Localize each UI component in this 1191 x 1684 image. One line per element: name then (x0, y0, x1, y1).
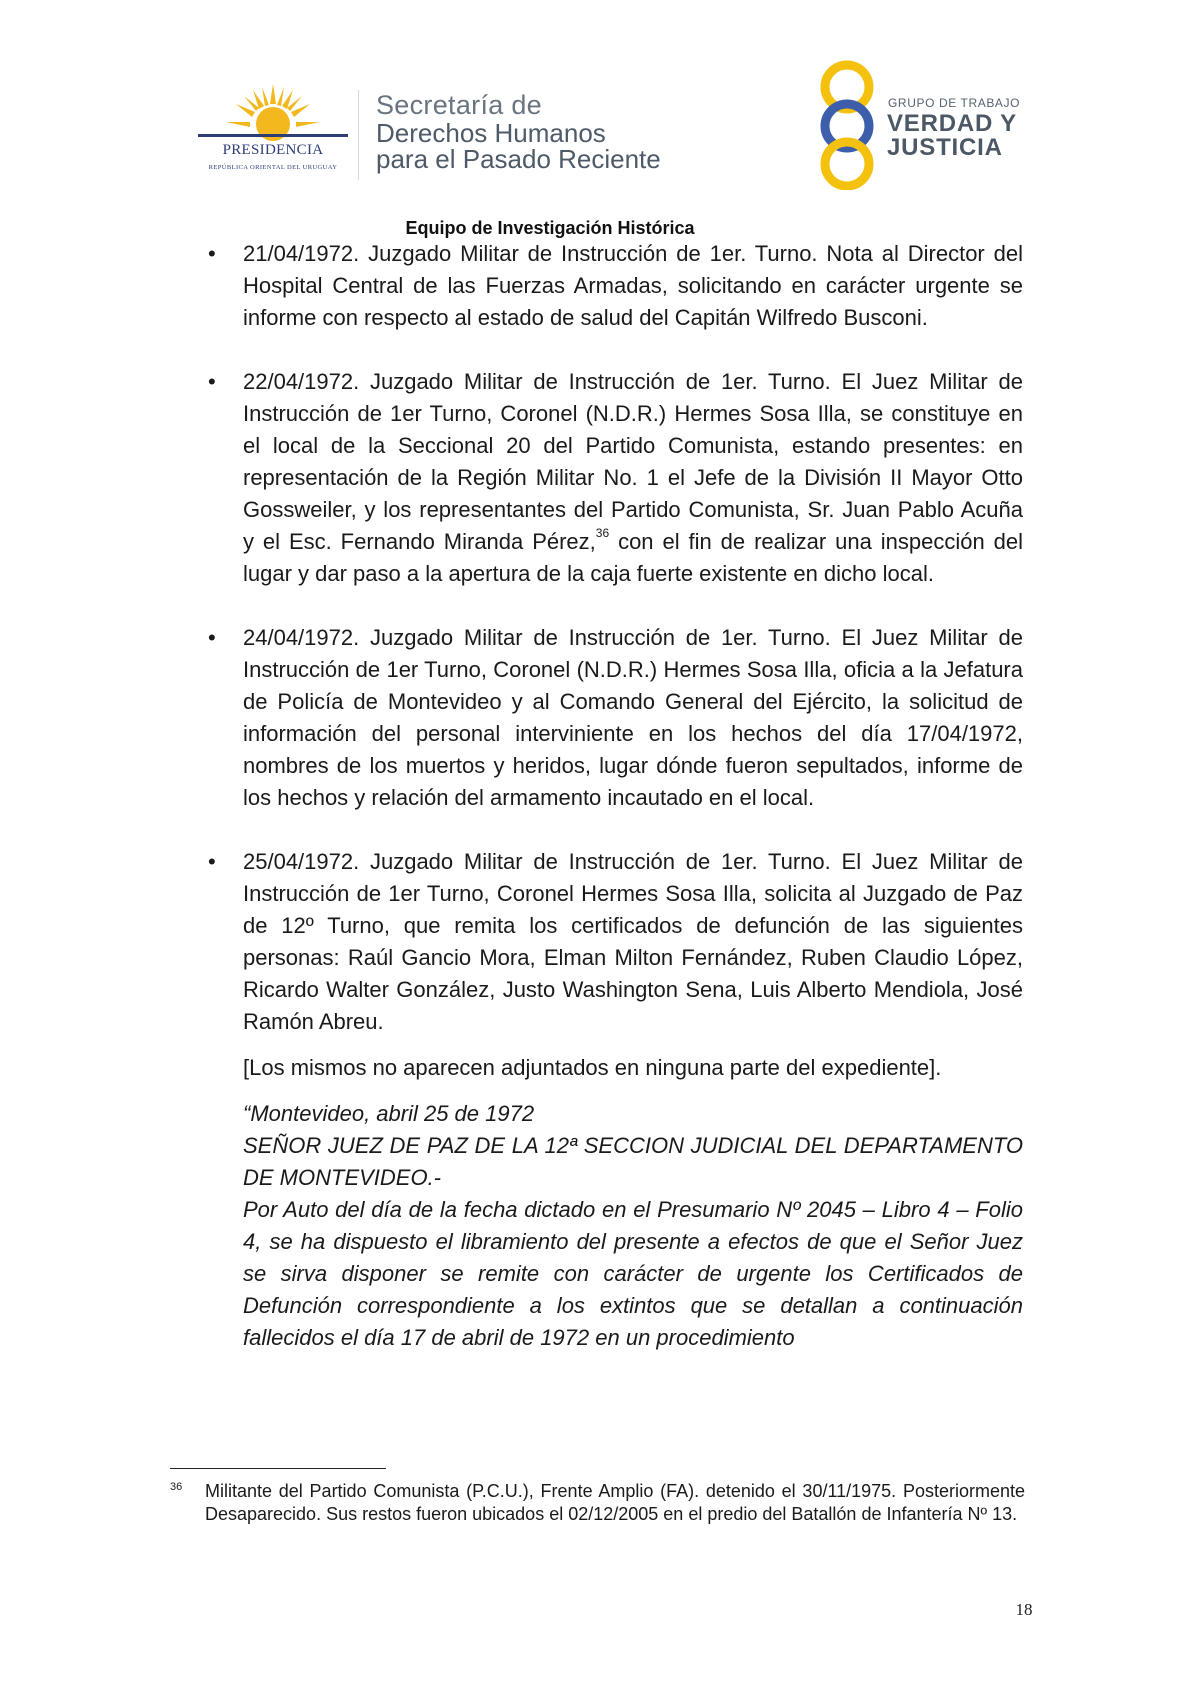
list-item (208, 622, 1023, 814)
footnote-text: Militante del Partido Comunista (P.C.U.), Frente Amplio (FA). detenido el 30/11/1975. Posteriormente Desaparecido. Sus restos fueron ubicados el 02/12/2005 en el predio del Batallón de Infantería Nº 13. (205, 1481, 1025, 1524)
quote-date-line: “Montevideo, abril 25 de 1972 (243, 1101, 535, 1126)
bullet-icon: • (208, 369, 216, 394)
list-item (208, 846, 1023, 1038)
entry-text: 25/04/1972. Juzgado Militar de Instrucción de 1er. Turno. El Juez Militar de Instrucción de 1er Turno, Coronel Hermes Sosa Illa, solicita al Juzgado de Paz de 12º Turno, que remita los certificados de defunción de las siguientes personas: Raúl Gancio Mora, Elman Milton Fernández, Ruben Claudio López, Ricardo Walter González, Justo Washington Sena, Luis Alberto Mendiola, José Ramón Abreu. (243, 849, 1023, 1034)
secretaria-logo-text (376, 90, 661, 172)
entry-text: 22/04/1972. Juzgado Militar de Instrucción de 1er. Turno. El Juez Militar de Instrucción de 1er Turno, Coronel (N.D.R.) Hermes Sosa Illa, se constituye en el local de la Seccional 20 del Partido Comunista, estando presentes: en representación de la Región Militar No. 1 el Jefe de la División II Mayor Otto Gossweiler, y los representantes del Partido Comunista, Sr. Juan Pablo Acuña y el Esc. Fernando Miranda Pérez, (243, 369, 1023, 554)
quote-addressee: SEÑOR JUEZ DE PAZ DE LA 12ª SECCION JUDICIAL DEL DEPARTAMENTO DE MONTEVIDEO.- (243, 1133, 1023, 1190)
interlocking-rings-icon (812, 60, 882, 190)
entry-text-continued: con el fin de realizar una inspección del lugar y dar paso a la apertura de la caja fuerte existente en dicho local. (243, 529, 1023, 586)
sun-emblem-icon (198, 82, 348, 142)
presidencia-name: PRESIDENCIA (222, 142, 324, 158)
gtvj-line-2: VERDAD Y (887, 110, 1017, 137)
list-item (208, 238, 1023, 334)
gtvj-line-3: JUSTICIA (887, 134, 1003, 161)
page-header (0, 0, 1191, 238)
gtvj-line-1: GRUPO DE TRABAJO (888, 96, 1021, 110)
page-number: 18 (1015, 1600, 1033, 1619)
presidencia-logo (198, 82, 348, 182)
secretaria-line-1: Secretaría de (376, 90, 542, 120)
entry-text: 21/04/1972. Juzgado Militar de Instrucción de 1er. Turno. Nota al Director del Hospital Central de las Fuerzas Armadas, solicitando en carácter urgente se informe con respecto al estado de salud del Capitán Wilfredo Busconi. (243, 241, 1023, 330)
gtvj-logo (812, 60, 1042, 190)
quote-body: Por Auto del día de la fecha dictado en el Presumario Nº 2045 – Libro 4 – Folio 4, se ha dispuesto el libramiento del presente a efectos de que el Señor Juez se sirva disponer se remite con carácter de urgente los Certificados de Defunción correspondiente a los extintos que se detallan a continuación fallecidos el día 17 de abril de 1972 en un procedimiento (243, 1197, 1023, 1350)
quoted-letter (243, 1098, 1023, 1354)
list-item (208, 366, 1023, 590)
document-body (208, 238, 1023, 1354)
secretaria-line-2: Derechos Humanos (376, 118, 606, 148)
footnote (170, 1480, 1025, 1526)
secretaria-line-3: para el Pasado Reciente (376, 144, 661, 174)
editor-note: [Los mismos no aparecen adjuntados en ninguna parte del expediente]. (243, 1055, 942, 1080)
bullet-icon: • (208, 625, 216, 650)
logo-divider (358, 90, 359, 180)
team-title: Equipo de Investigación Histórica (405, 218, 695, 238)
presidencia-subtitle: REPÚBLICA ORIENTAL DEL URUGUAY (208, 164, 338, 171)
footnote-number: 36 (170, 1481, 183, 1493)
entry-text: 24/04/1972. Juzgado Militar de Instrucción de 1er. Turno. El Juez Militar de Instrucción de 1er Turno, Coronel (N.D.R.) Hermes Sosa Illa, oficia a la Jefatura de Policía de Montevideo y al Comando General del Ejército, la solicitud de información del personal interviniente en los hechos del día 17/04/1972, nombres de los muertos y heridos, lugar dónde fueron sepultados, informe de los hechos y relación del armamento incautado en el local. (243, 625, 1023, 810)
bullet-icon: • (208, 241, 216, 266)
bullet-icon: • (208, 849, 216, 874)
footnote-reference-link[interactable]: 36 (595, 526, 610, 540)
footnote-divider (170, 1468, 386, 1469)
